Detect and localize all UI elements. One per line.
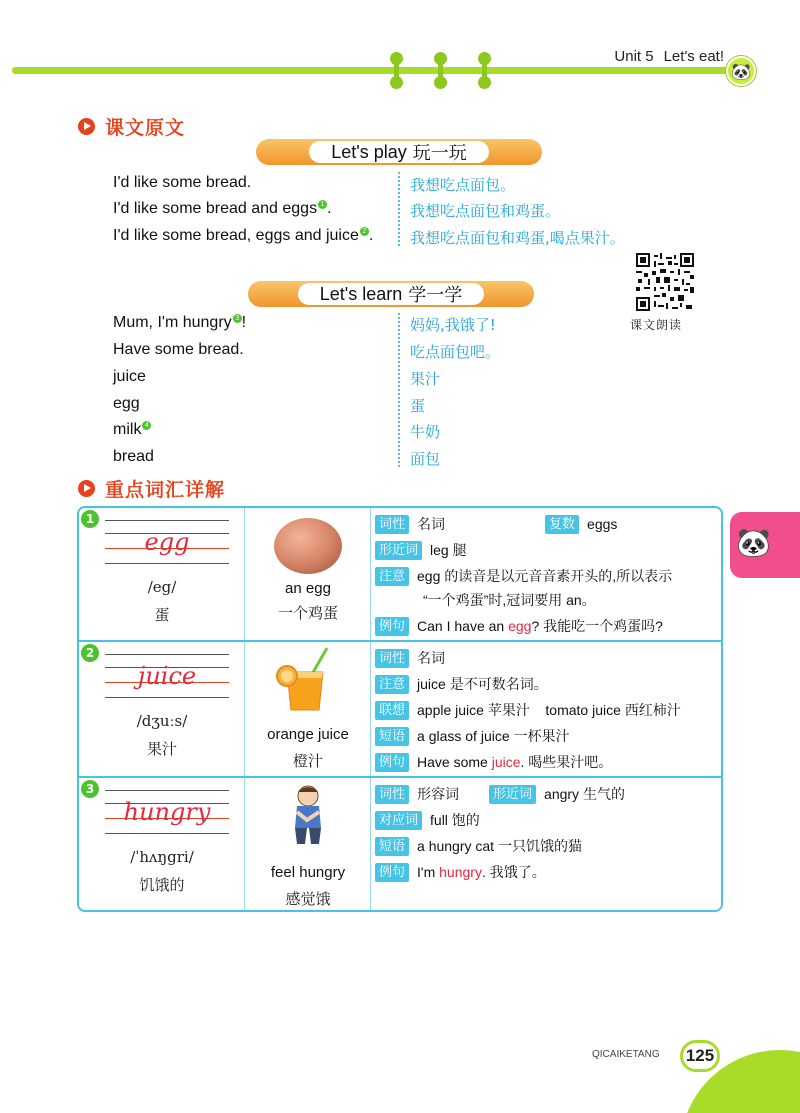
writing-lines: [105, 520, 229, 564]
phonetic: /eg/: [147, 578, 177, 596]
caption-en: feel hungry: [270, 864, 346, 881]
info-line: 例句 Can I have an egg ? 我能吃一个鸡蛋吗?: [375, 616, 663, 636]
info-line: 对应词 full 饱的: [375, 810, 480, 830]
note-marker: 4: [142, 421, 151, 430]
info-line: 例句 I'm hungry . 我饿了。: [375, 862, 546, 882]
panda-icon: 🐼: [726, 56, 756, 86]
info-line: 联想 apple juice 苹果汁 tomato juice 西红柿汁: [375, 700, 681, 720]
info-cell: [371, 642, 721, 776]
learn-line-en: milk $^4$: [113, 421, 151, 439]
lets-learn-banner: [248, 281, 534, 307]
note-marker: 1: [318, 200, 327, 209]
unit-title: Let's eat!: [663, 48, 724, 65]
info-line: 短语 a hungry cat 一只饥饿的猫: [375, 836, 582, 856]
section-title: 课文原文: [105, 117, 186, 139]
orange-juice-image: [265, 646, 351, 712]
hungry-boy-image: [265, 782, 351, 848]
learn-line-zh: 蛋: [410, 397, 426, 415]
info-line: 例句 Have some juice . 喝些果汁吧。: [375, 752, 612, 772]
info-tag: 例句: [375, 753, 409, 772]
caption-zh: 橙汁: [292, 752, 323, 770]
info-tag: 形近词: [375, 541, 422, 560]
unit-label: [614, 48, 724, 65]
picture-cell: [245, 508, 371, 640]
number-badge: 2: [81, 644, 99, 662]
script-word: hungry: [123, 798, 211, 826]
info-line: 形近词 leg 腿: [375, 540, 467, 560]
picture-cell: [245, 778, 371, 912]
info-line: 注意 juice 是不可数名词。: [375, 674, 548, 694]
play-line-zh: 我想吃点面包。: [410, 176, 516, 194]
section-heading-vocab: [78, 475, 225, 502]
page-number: 125: [680, 1040, 720, 1072]
banner-zh: 玩一玩: [412, 143, 467, 164]
script-word: juice: [137, 662, 197, 690]
section-heading-text: [78, 113, 185, 140]
note-marker: 3: [233, 314, 242, 323]
word-cell: [79, 508, 245, 640]
divider: [398, 172, 400, 246]
vocab-row-juice: [79, 642, 721, 778]
banner-en: Let's learn: [319, 283, 403, 304]
info-tag: 对应词: [375, 811, 422, 830]
info-tag: 词性: [375, 515, 409, 534]
meaning: 饥饿的: [139, 876, 185, 894]
play-line-en: I'd like some bread, eggs and juice $^2$ .: [113, 227, 374, 244]
writing-lines: [105, 654, 229, 698]
learn-line-en: egg: [113, 395, 140, 412]
vocab-row-egg: [79, 508, 721, 642]
info-tag: 复数: [545, 515, 579, 534]
writing-lines: [105, 790, 229, 834]
binder-hook: [437, 52, 444, 88]
play-line-en: I'd like some bread and eggs $^1$ .: [113, 200, 332, 217]
info-line: 词性 名词 复数 eggs: [375, 514, 617, 534]
qr-code-icon[interactable]: [636, 253, 694, 311]
info-tag: 词性: [375, 649, 409, 668]
learn-line-zh: 牛奶: [410, 423, 441, 441]
meaning: 蛋: [154, 606, 170, 624]
play-line-zh: 我想吃点面包和鸡蛋,喝点果汁。: [410, 229, 625, 247]
info-tag: 例句: [375, 617, 409, 636]
side-tab[interactable]: [730, 512, 800, 578]
info-cell: [371, 508, 721, 640]
info-tag: 联想: [375, 701, 409, 720]
learn-line-en: Have some bread.: [113, 341, 244, 358]
learn-line-en: juice: [113, 368, 146, 385]
word-cell: [79, 642, 245, 776]
info-cell: [371, 778, 721, 912]
caption-zh: 感觉饿: [285, 890, 331, 908]
vocab-row-hungry: [79, 778, 721, 912]
play-arrow-icon: [78, 480, 95, 497]
info-tag: 形近词: [489, 785, 536, 804]
binder-hook: [481, 52, 488, 88]
number-badge: 1: [81, 510, 99, 528]
info-line: 词性 形容词 形近词 angry 生气的: [375, 784, 625, 804]
learn-line-zh: 吃点面包吧。: [410, 343, 501, 361]
picture-cell: [245, 642, 371, 776]
lets-play-banner: [256, 139, 542, 165]
vocab-table: [77, 506, 723, 912]
info-tag: 注意: [375, 567, 409, 586]
learn-line-en: bread: [113, 448, 154, 465]
unit-number: Unit 5: [614, 48, 654, 65]
info-tag: 短语: [375, 727, 409, 746]
word-cell: [79, 778, 245, 912]
info-tag: 例句: [375, 863, 409, 882]
info-tag: 短语: [375, 837, 409, 856]
caption-en: an egg: [285, 580, 331, 597]
info-line: 注意 egg 的读音是以元音音素开头的,所以表示: [375, 566, 672, 586]
info-tag: 词性: [375, 785, 409, 804]
note-marker: 2: [360, 227, 369, 236]
learn-line-zh: 果汁: [410, 370, 441, 388]
info-line: “一个鸡蛋”时,冠词要用 an。: [423, 592, 596, 608]
phonetic: /ˈhʌŋgri/: [130, 848, 194, 866]
number-badge: 3: [81, 780, 99, 798]
panda-icon: 🐼: [736, 526, 771, 559]
play-line-en: I'd like some bread.: [113, 174, 252, 191]
banner-zh: 学一学: [408, 285, 463, 306]
divider: [398, 313, 400, 467]
play-arrow-icon: [78, 118, 95, 135]
meaning: 果汁: [146, 740, 177, 758]
learn-line-en: Mum, I'm hungry $^3$ !: [113, 314, 247, 331]
section-title: 重点词汇详解: [105, 479, 226, 501]
phonetic: /dʒuːs/: [136, 712, 188, 730]
binder-hook: [393, 52, 400, 88]
play-line-zh: 我想吃点面包和鸡蛋。: [410, 202, 561, 220]
info-tag: 注意: [375, 675, 409, 694]
caption-en: orange juice: [267, 726, 349, 743]
learn-line-zh: 面包: [410, 450, 441, 468]
header-bar: [12, 67, 740, 74]
egg-image: [265, 512, 351, 578]
brand-label: QICAIKETANG: [592, 1049, 660, 1060]
caption-zh: 一个鸡蛋: [277, 604, 338, 622]
banner-en: Let's play: [331, 141, 407, 162]
qr-label: 课文朗读: [630, 318, 683, 332]
script-word: egg: [144, 528, 190, 556]
info-line: 短语 a glass of juice 一杯果汁: [375, 726, 570, 746]
learn-line-zh: 妈妈,我饿了!: [410, 316, 496, 334]
info-line: 词性 名词: [375, 648, 445, 668]
